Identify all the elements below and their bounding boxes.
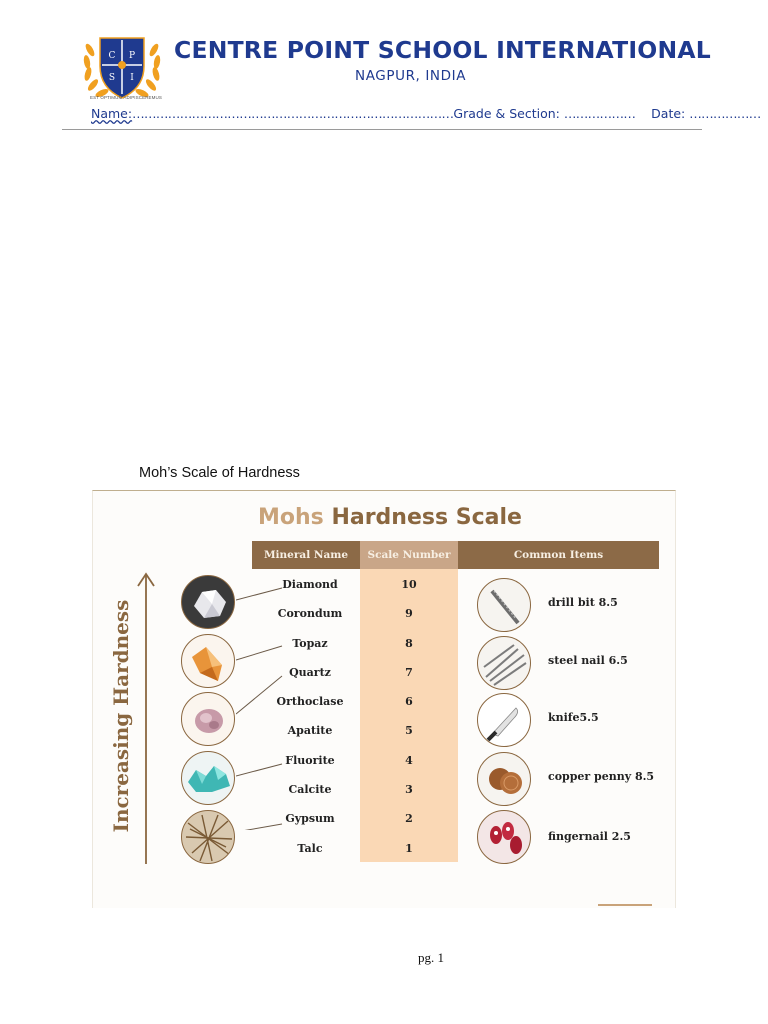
header-mineral-name: Mineral Name <box>252 541 360 569</box>
figure-title <box>258 505 522 530</box>
scale-number-diamond: 10 <box>401 578 417 591</box>
mineral-name-orthoclase: Orthoclase <box>276 695 344 708</box>
orthoclase-image <box>181 692 235 746</box>
page-number: pg. 1 <box>418 950 444 965</box>
scale-number-corundum: 9 <box>405 607 413 620</box>
figure-caption: Moh’s Scale of Hardness <box>139 465 300 481</box>
date-label: Date: <box>651 106 686 121</box>
figure-title-rest: Hardness Scale <box>331 505 522 530</box>
logo-letter-c: C <box>108 51 116 61</box>
mineral-name-corundum: Corondum <box>277 607 343 620</box>
grade-field[interactable]: ……………… <box>563 106 636 121</box>
drill-bit-image <box>477 578 531 632</box>
logo-letter-s: S <box>108 73 116 83</box>
scale-number-gypsum: 2 <box>405 812 413 825</box>
date-field[interactable]: ……………… <box>689 106 761 121</box>
school-name: CENTRE POINT SCHOOL INTERNATIONAL <box>174 36 711 64</box>
logo-letter-p: P <box>128 51 136 61</box>
item-fingernail: fingernail 2.5 <box>548 830 631 843</box>
name-field[interactable]: ……………………………………………………………………… <box>132 106 454 121</box>
mineral-name-calcite: Calcite <box>288 783 332 796</box>
fingernail-image <box>477 810 531 864</box>
header-scale-number: Scale Number <box>360 541 458 569</box>
scale-number-talc: 1 <box>405 842 413 855</box>
item-steel-nail: steel nail 6.5 <box>548 654 628 667</box>
mineral-name-apatite: Apatite <box>287 724 333 737</box>
header-common-items: Common Items <box>458 541 659 569</box>
topaz-image <box>181 634 235 688</box>
copper-penny-image <box>477 752 531 806</box>
mineral-name-topaz: Topaz <box>292 637 328 650</box>
knife-image <box>477 693 531 747</box>
mineral-name-talc: Talc <box>297 842 323 855</box>
mineral-name-gypsum: Gypsum <box>285 812 335 825</box>
scale-number-fluorite: 4 <box>405 754 413 767</box>
header-divider <box>62 129 702 130</box>
diamond-image <box>181 575 235 629</box>
scale-number-topaz: 8 <box>405 637 413 650</box>
up-arrow-icon <box>136 570 156 866</box>
logo-letter-i: I <box>130 73 134 83</box>
connector-lines <box>236 580 284 830</box>
scale-number-orthoclase: 6 <box>405 695 413 708</box>
school-logo <box>82 32 162 104</box>
name-label: Name: <box>91 106 133 121</box>
item-drill-bit: drill bit 8.5 <box>548 596 618 609</box>
item-copper-penny: copper penny 8.5 <box>548 770 655 783</box>
fluorite-image <box>181 751 235 805</box>
item-knife: knife5.5 <box>548 711 599 724</box>
mineral-name-fluorite: Fluorite <box>285 754 335 767</box>
figure-title-mohs: Mohs <box>258 505 324 530</box>
figure-corner-accent <box>598 904 652 906</box>
axis-label-text: Increasing Hardness <box>109 599 133 833</box>
logo-motto: EST OPTIMUM ADIPISCEREMUS <box>90 95 162 100</box>
student-info-line <box>91 106 761 121</box>
grade-label: Grade & Section: <box>453 106 560 121</box>
scale-number-calcite: 3 <box>405 783 413 796</box>
steel-nail-image <box>477 636 531 690</box>
school-city: NAGPUR, INDIA <box>355 68 467 84</box>
scale-number-quartz: 7 <box>405 666 413 679</box>
scale-number-apatite: 5 <box>405 724 413 737</box>
gypsum-image <box>181 810 235 864</box>
mineral-name-diamond: Diamond <box>282 578 338 591</box>
mineral-name-quartz: Quartz <box>289 666 331 679</box>
